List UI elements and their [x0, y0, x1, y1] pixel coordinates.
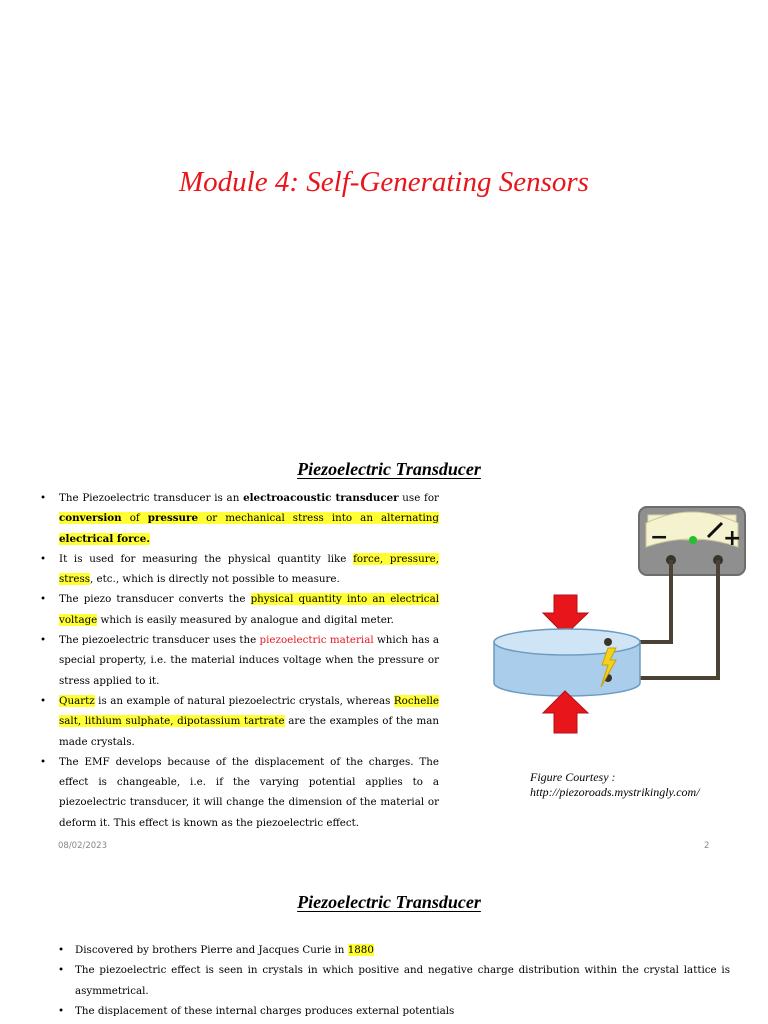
bullet-dot: •: [40, 492, 47, 504]
bullet-dot: •: [40, 552, 47, 565]
slide-title: [0, 892, 768, 913]
bullet-item: [40, 488, 439, 549]
bullet-list: [40, 488, 439, 833]
slide-title-text: Piezoelectric Transducer: [297, 892, 481, 912]
bullet-dot: •: [58, 1004, 65, 1017]
module-title: Module 4: Self-Generating Sensors: [179, 166, 589, 198]
bullet-item: [40, 549, 439, 590]
figure-caption: [530, 770, 700, 800]
bullet-text: conversion: [59, 512, 122, 525]
bullet-item: [40, 589, 439, 630]
slide-title-text: Piezoelectric Transducer: [297, 459, 481, 479]
disk-terminal-top: [604, 638, 612, 646]
slide-2: [0, 440, 768, 860]
bullet-text: Rochelle salt, lithium sulphate, dipotassium tartrate: [59, 694, 439, 728]
bullet-item: [58, 1001, 730, 1021]
caption-line-1: Figure Courtesy :: [530, 770, 616, 784]
pressure-arrow-bottom: [543, 691, 588, 733]
bullet-text: It is used for measuring the physical quantity like: [59, 552, 354, 565]
meter-minus-label: −: [650, 525, 669, 550]
bullet-text: pressure: [147, 512, 199, 525]
slide-1: [0, 0, 768, 430]
caption-line-2: http://piezoroads.mystrikingly.com/: [530, 785, 700, 799]
page-number: 2: [704, 841, 710, 851]
bullet-dot: •: [40, 593, 47, 606]
bullet-item: [58, 960, 730, 1001]
bullet-text: The displacement of these internal charges produces external potentials: [75, 1004, 455, 1017]
bullet-text: 1880: [347, 944, 374, 956]
bullet-item: [40, 630, 439, 691]
meter-plus-label: +: [723, 526, 742, 551]
bullet-dot: •: [58, 944, 65, 956]
bullet-text: which has a special property, i.e. the material induces voltage when the pressure or stress applied to it.: [59, 634, 439, 687]
bullet-item: [40, 752, 439, 833]
bullet-dot: •: [40, 694, 47, 707]
bullet-dot: •: [40, 634, 47, 647]
bullet-text: The EMF develops because of the displacement of the charges. The effect is changeable, i.e. if the varying potential applies to a piezoelectric transducer, it will change the dimension of the material or deform it. This effect is known as the piezoelectric effect.: [59, 755, 439, 829]
bullet-text: electrical force.: [59, 532, 150, 545]
bullet-item: [58, 940, 730, 960]
bullet-text: The piezoelectric effect is seen in crystals in which positive and negative charge distribution within the crystal lattice is asymmetrical.: [75, 964, 730, 997]
bullet-text: The Piezoelectric transducer is an: [59, 492, 244, 504]
bullet-text: The piezoelectric transducer uses the: [59, 634, 260, 647]
bullet-text: physical quantity into an electrical voltage: [59, 593, 440, 626]
bullet-item: [40, 691, 439, 752]
bullet-text: which is easily measured by analogue and digital meter.: [97, 613, 394, 626]
slide-title: [0, 459, 768, 480]
bullet-dot: •: [40, 755, 47, 768]
piezo-figure: [470, 495, 760, 755]
footer-date: 08/02/2023: [58, 841, 107, 851]
slide-3: [0, 870, 768, 1024]
bullet-text: or mechanical stress into an alternating: [198, 512, 440, 525]
bullet-text: Discovered by brothers Pierre and Jacques Curie in: [75, 944, 348, 956]
bullet-dot: •: [58, 964, 65, 977]
bullet-text: are the examples of the man made crystals.: [59, 715, 439, 748]
bullet-text: use for: [398, 492, 439, 504]
bullet-text: of: [121, 512, 148, 525]
bullet-text: force, pressure, stress: [59, 552, 440, 586]
bullet-text: The piezo transducer converts the: [59, 593, 251, 606]
crystal-disk-top: [494, 629, 640, 655]
bullet-text: piezoelectric material: [259, 634, 374, 647]
bullet-text: electroacoustic transducer: [243, 492, 399, 504]
bullet-text: is an example of natural piezoelectric crystals, whereas: [94, 694, 394, 707]
bullet-list: [58, 940, 730, 1021]
meter-center-dot: [689, 536, 697, 544]
bullet-text: , etc., which is directly not possible to measure.: [90, 573, 340, 586]
bullet-text: Quartz: [59, 694, 95, 707]
